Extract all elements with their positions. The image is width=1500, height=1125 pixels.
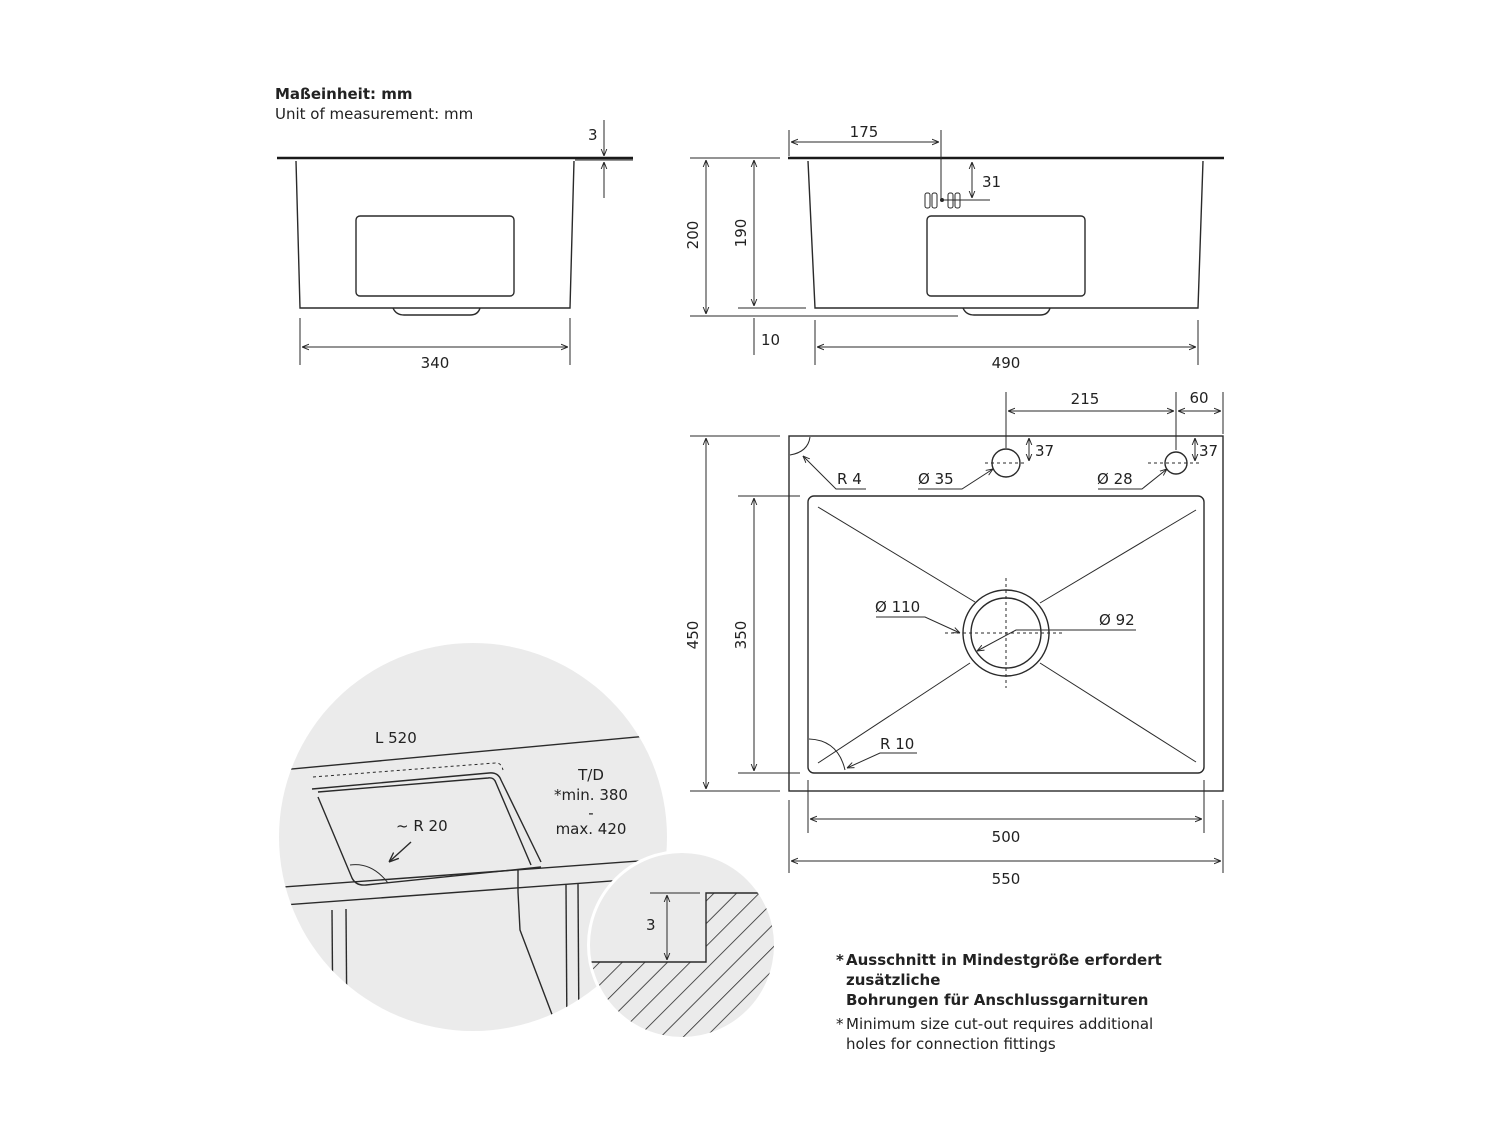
length-label: L 520 (375, 729, 417, 747)
note-de-2 (836, 990, 1256, 1010)
drain-drop-dimension: 10 (761, 331, 781, 349)
tap-offset-dimension: 175 (849, 123, 879, 141)
width-inner-dimension: 500 (991, 828, 1021, 846)
rim-detail (590, 853, 780, 1040)
front-window (356, 216, 514, 296)
front-rim-dimension: 3 (588, 126, 598, 144)
tap-hole-35-label: Ø 35 (918, 470, 954, 488)
depth-separator-label: - (588, 804, 594, 822)
note-en-line-2: holes for connection fittings (846, 1035, 1056, 1053)
tap-depth-2-dimension: 37 (1199, 442, 1219, 460)
inner-radius-label: R 10 (880, 735, 915, 753)
overflow-height-dimension: 31 (982, 173, 1002, 191)
side-view (684, 123, 1224, 372)
rim-thickness-label: 3 (646, 916, 656, 934)
top-view (684, 389, 1223, 888)
height-total-dimension: 200 (684, 220, 702, 250)
width-total-dimension: 550 (991, 870, 1021, 888)
note-en-1 (836, 1014, 1256, 1034)
installation-notes (836, 950, 1256, 1054)
note-en-2 (836, 1034, 1256, 1054)
side-bowl-outline (808, 161, 1203, 308)
tap-depth-1-dimension: 37 (1035, 442, 1055, 460)
note-de-line-2: Bohrungen für Anschlussgarnituren (846, 991, 1149, 1009)
side-width-dimension: 490 (991, 354, 1021, 372)
depth-max-label: max. 420 (555, 820, 627, 838)
units-label-de: Maßeinheit: mm (275, 85, 413, 103)
side-drain-stub (963, 308, 1050, 315)
front-drain-stub (393, 308, 480, 315)
note-en-star: * (836, 1015, 844, 1033)
front-width-dimension: 340 (420, 354, 450, 372)
corner-radius-label: ~ R 20 (396, 817, 448, 835)
front-view (277, 120, 633, 372)
drain-inner-label: Ø 92 (1099, 611, 1135, 629)
note-de-1 (836, 950, 1256, 990)
drain-outer-label: Ø 110 (875, 598, 921, 616)
tap-spacing-dimension: 215 (1070, 390, 1100, 408)
side-window (927, 216, 1085, 296)
front-bowl-outline (296, 161, 574, 308)
height-inner-dimension: 190 (732, 218, 750, 248)
note-en-line-1: Minimum size cut-out requires additional (846, 1015, 1154, 1033)
units-label-en: Unit of measurement: mm (275, 105, 474, 123)
note-de-star: * (836, 951, 844, 969)
depth-inner-dimension: 350 (732, 620, 750, 650)
edge-offset-dimension: 60 (1189, 389, 1209, 407)
depth-total-dimension: 450 (684, 620, 702, 650)
note-de-line-1: Ausschnitt in Mindestgröße erfordert zusätzliche (846, 951, 1162, 989)
depth-title-label: T/D (578, 766, 604, 784)
tap-hole-28-label: Ø 28 (1097, 470, 1133, 488)
depth-min-label: *min. 380 (554, 786, 628, 804)
outer-radius-label: R 4 (837, 470, 862, 488)
